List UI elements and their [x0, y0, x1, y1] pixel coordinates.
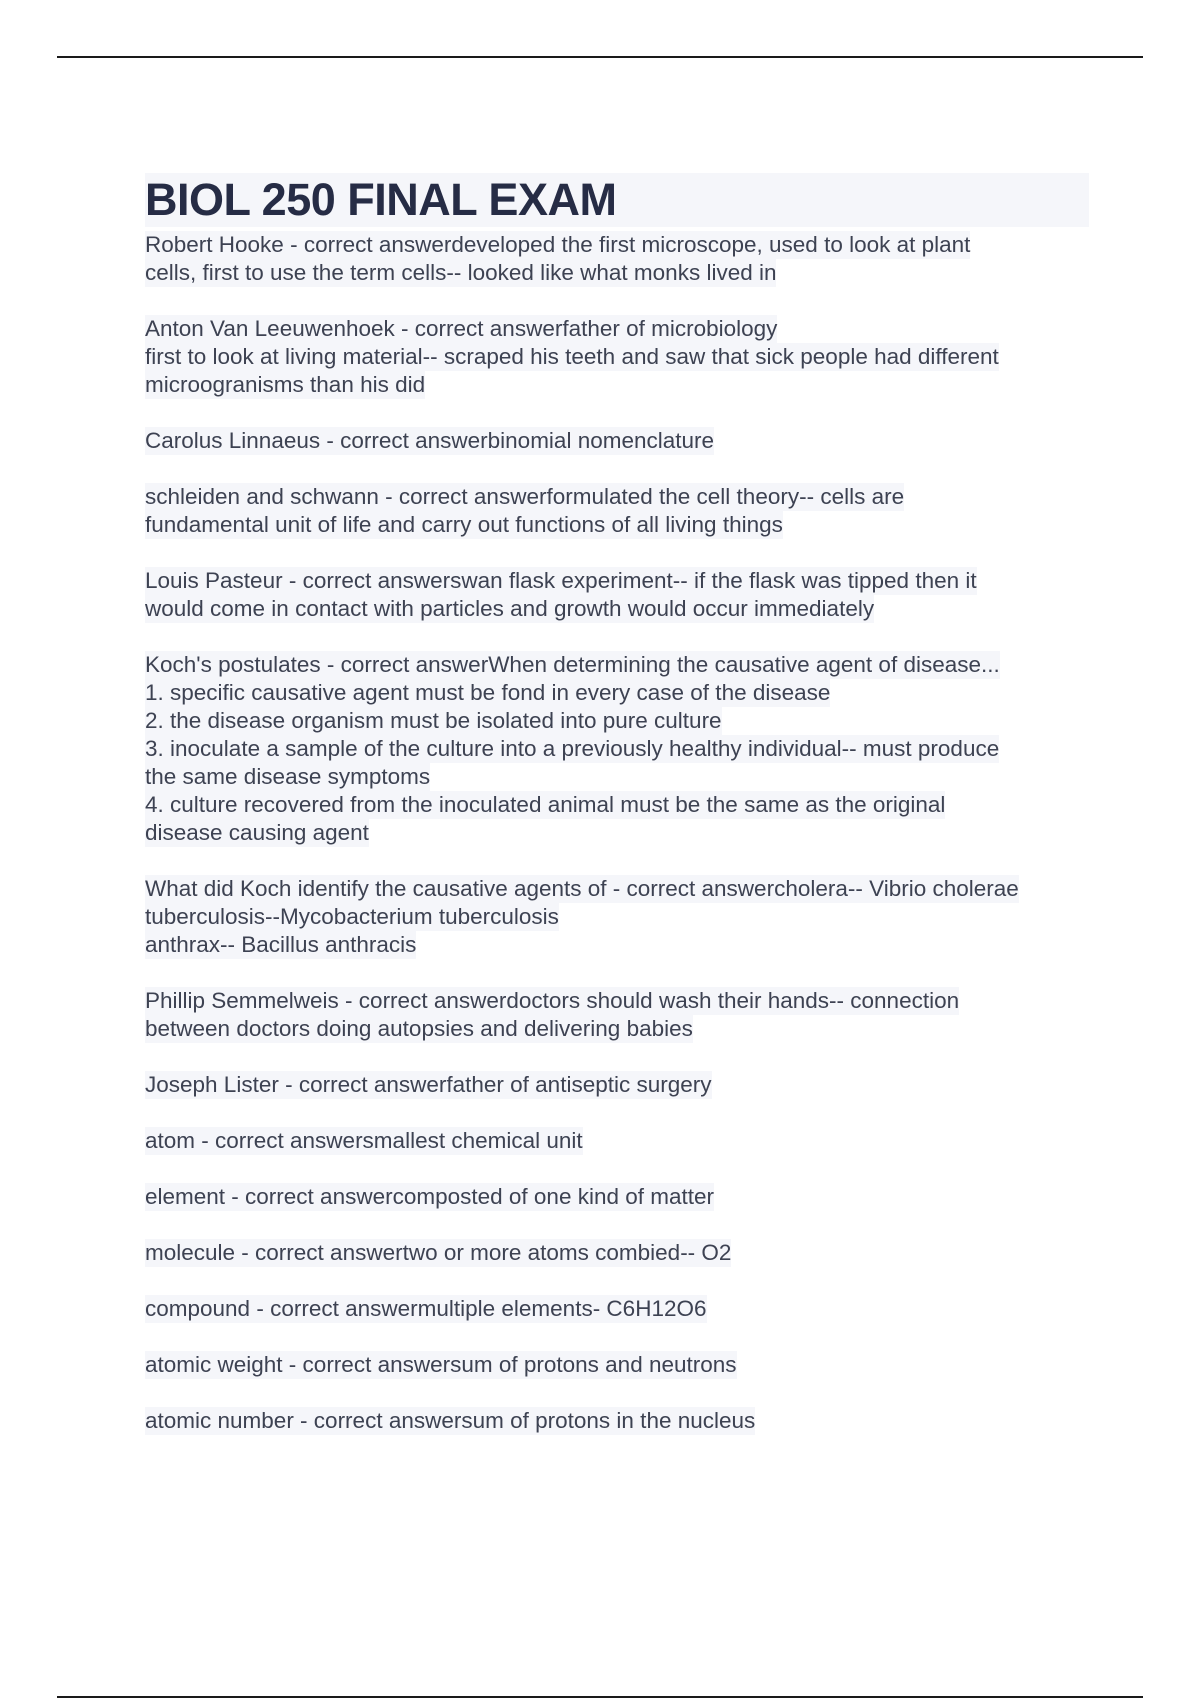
entry-line: atomic number - correct answersum of protons in the nucleus — [145, 1408, 756, 1433]
qa-entry — [145, 1127, 1095, 1155]
bottom-rule — [57, 1696, 1143, 1698]
entry-line: between doctors doing autopsies and delivering babies — [145, 1016, 693, 1041]
qa-entry — [145, 1183, 1095, 1211]
document-title: BIOL 250 FINAL EXAM — [145, 174, 617, 225]
entry-line: Anton Van Leeuwenhoek - correct answerfather of microbiology — [145, 316, 778, 341]
entry-line: atom - correct answersmallest chemical unit — [145, 1128, 583, 1153]
entry-line: Joseph Lister - correct answerfather of antiseptic surgery — [145, 1072, 712, 1097]
qa-entry — [145, 231, 1095, 287]
qa-entry — [145, 1239, 1095, 1267]
entry-line: would come in contact with particles and growth would occur immediately — [145, 596, 875, 621]
entry-line: Carolus Linnaeus - correct answerbinomial nomenclature — [145, 428, 715, 453]
entry-line: anthrax-- Bacillus anthracis — [145, 932, 417, 957]
entry-line: 1. specific causative agent must be fond in every case of the disease — [145, 680, 831, 705]
qa-entry — [145, 1071, 1095, 1099]
entry-line: 4. culture recovered from the inoculated animal must be the same as the original — [145, 792, 946, 817]
entry-list — [145, 231, 1095, 1435]
top-rule — [57, 56, 1143, 58]
qa-entry — [145, 427, 1095, 455]
entry-line: element - correct answercomposted of one kind of matter — [145, 1184, 715, 1209]
qa-entry — [145, 651, 1095, 847]
entry-line: atomic weight - correct answersum of protons and neutrons — [145, 1352, 737, 1377]
entry-line: Phillip Semmelweis - correct answerdoctors should wash their hands-- connection — [145, 988, 960, 1013]
entry-line: cells, first to use the term cells-- looked like what monks lived in — [145, 260, 777, 285]
entry-line: disease causing agent — [145, 820, 369, 845]
document-body — [145, 173, 1095, 1463]
qa-entry — [145, 567, 1095, 623]
qa-entry — [145, 875, 1095, 959]
title-band — [145, 173, 1089, 227]
qa-entry — [145, 315, 1095, 399]
qa-entry — [145, 1295, 1095, 1323]
entry-line: schleiden and schwann - correct answerformulated the cell theory-- cells are — [145, 484, 905, 509]
qa-entry — [145, 987, 1095, 1043]
entry-line: Robert Hooke - correct answerdeveloped the first microscope, used to look at plant — [145, 232, 971, 257]
qa-entry — [145, 1407, 1095, 1435]
entry-line: Louis Pasteur - correct answerswan flask experiment-- if the flask was tipped then it — [145, 568, 977, 593]
entry-line: 2. the disease organism must be isolated into pure culture — [145, 708, 722, 733]
entry-line: tuberculosis--Mycobacterium tuberculosis — [145, 904, 559, 929]
entry-line: fundamental unit of life and carry out functions of all living things — [145, 512, 783, 537]
qa-entry — [145, 1351, 1095, 1379]
entry-line: molecule - correct answertwo or more atoms combied-- O2 — [145, 1240, 732, 1265]
qa-entry — [145, 483, 1095, 539]
entry-line: 3. inoculate a sample of the culture into a previously healthy individual-- must produce — [145, 736, 1000, 761]
entry-line: first to look at living material-- scraped his teeth and saw that sick people had different — [145, 344, 999, 369]
entry-line: What did Koch identify the causative agents of - correct answercholera-- Vibrio cholerae — [145, 876, 1019, 901]
entry-line: microogranisms than his did — [145, 372, 426, 397]
entry-line: compound - correct answermultiple elements- C6H12O6 — [145, 1296, 707, 1321]
entry-line: Koch's postulates - correct answerWhen determining the causative agent of disease... — [145, 652, 1000, 677]
entry-line: the same disease symptoms — [145, 764, 431, 789]
